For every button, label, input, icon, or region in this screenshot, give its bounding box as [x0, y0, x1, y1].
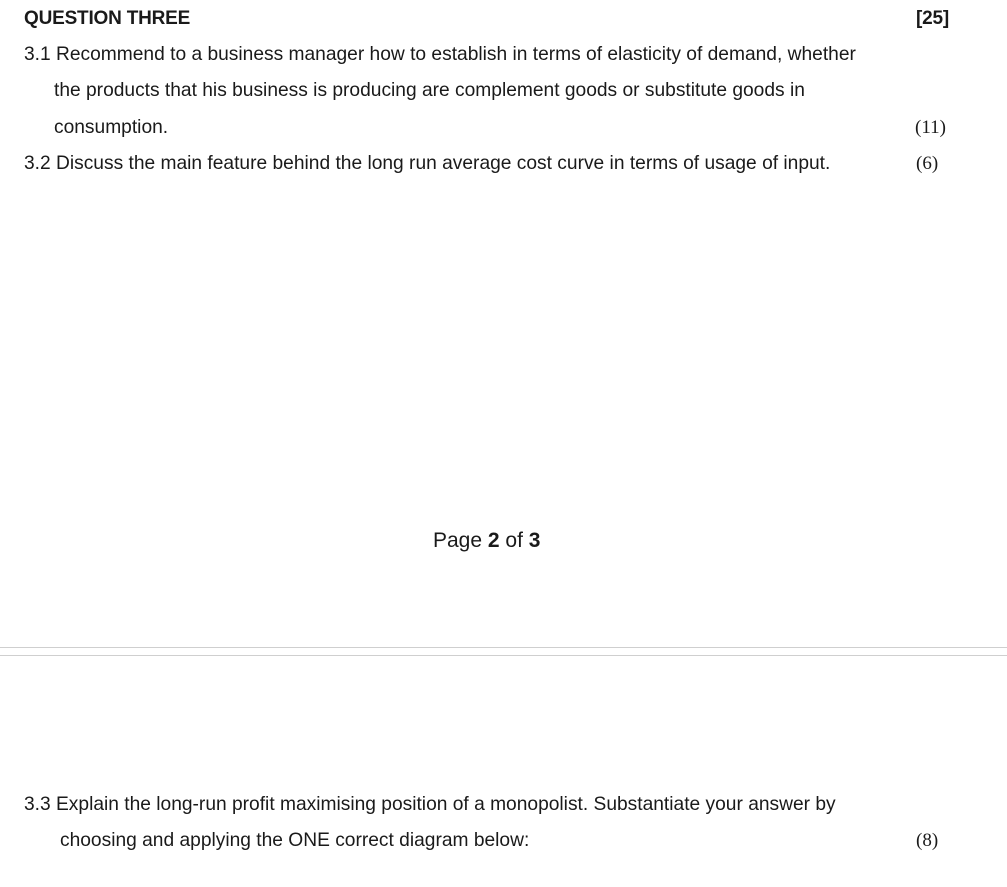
q33-marks: (8) — [916, 830, 939, 851]
q31-line-3: consumption. — [54, 117, 169, 138]
page-number — [433, 529, 540, 553]
q31-line-1: 3.1 Recommend to a business manager how to establish in terms of elasticity of demand, whether — [24, 44, 856, 65]
current-page: 2 — [487, 529, 500, 552]
q33-line-2: choosing and applying the ONE correct diagram below: — [60, 830, 530, 851]
q32-marks: (6) — [916, 153, 939, 174]
question-heading: QUESTION THREE — [24, 8, 191, 29]
q32-text: 3.2 Discuss the main feature behind the long run average cost curve in terms of usage of input. — [24, 153, 831, 174]
q31-marks: (11) — [915, 117, 946, 138]
page-word: Page — [433, 529, 483, 552]
of-word: of — [505, 529, 523, 552]
total-pages: 3 — [528, 529, 541, 552]
question-total-marks: [25] — [916, 8, 949, 29]
q31-line-2: the products that his business is producing are complement goods or substitute goods in — [54, 80, 805, 101]
page-break-divider — [0, 647, 1007, 656]
q33-line-1: 3.3 Explain the long-run profit maximising position of a monopolist. Substantiate your answer by — [24, 794, 836, 815]
